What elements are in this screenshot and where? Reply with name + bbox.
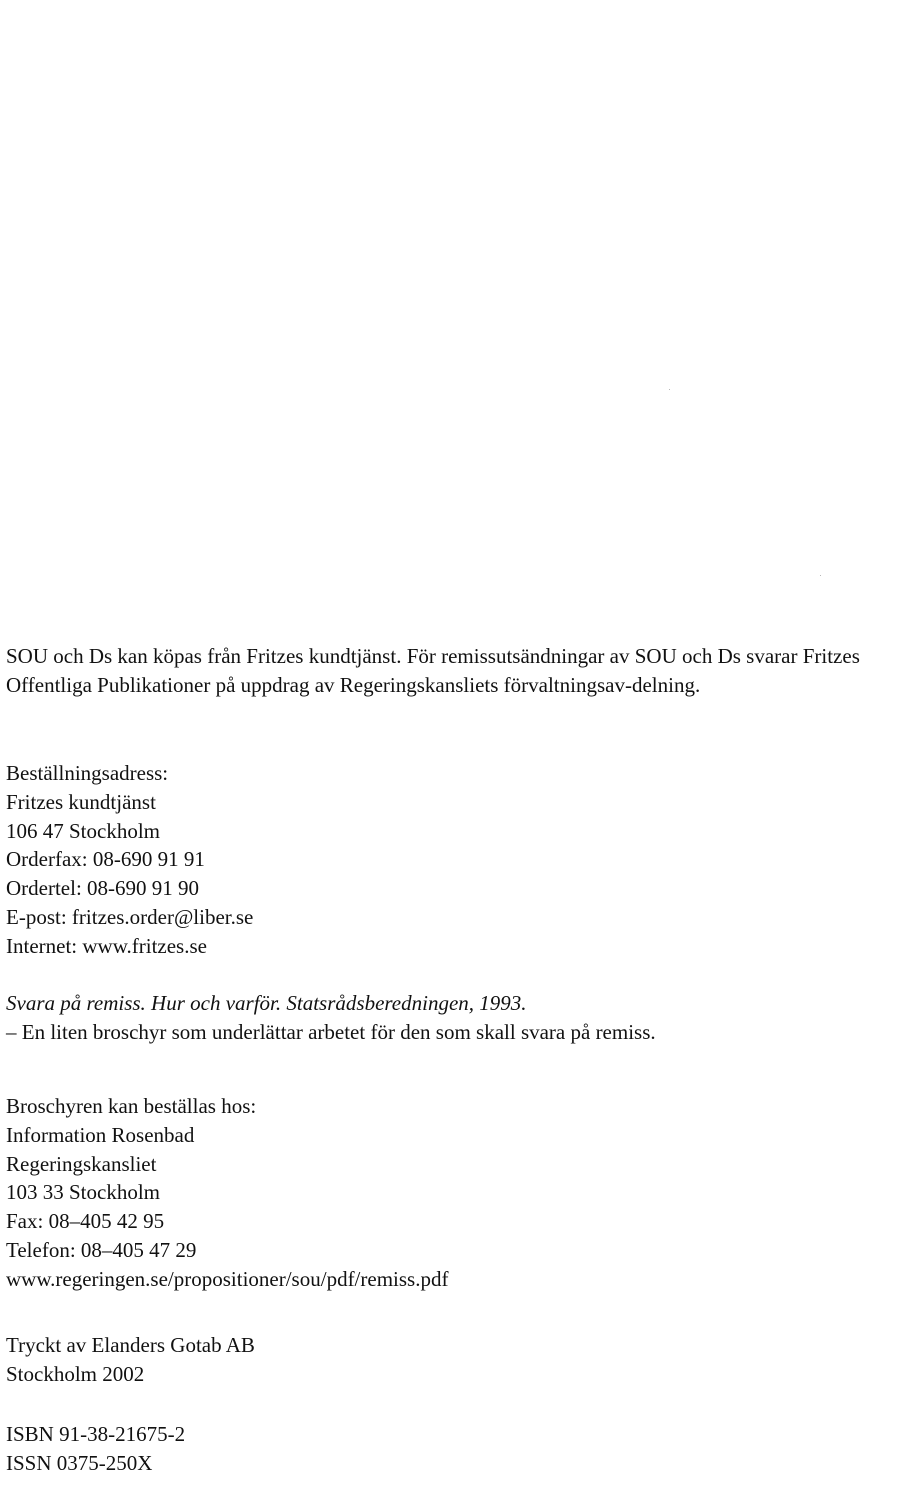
order-postal-address: 106 47 Stockholm [6, 818, 161, 843]
contact-phone: Telefon: 08–405 47 29 [6, 1237, 197, 1262]
printer-block [6, 1331, 906, 1389]
order-company: Fritzes kundtjänst [6, 789, 156, 814]
intro-paragraph [6, 642, 906, 700]
order-phone: Ordertel: 08-690 91 90 [6, 876, 200, 901]
scan-speck [669, 389, 670, 390]
identifiers-block [6, 1420, 906, 1478]
contact-url: www.regeringen.se/propositioner/sou/pdf/remiss.pdf [6, 1266, 449, 1291]
pamphlet-description: – En liten broschyr som underlättar arbetet för den som skall svara på remiss. [6, 1019, 656, 1044]
pamphlet-block [6, 989, 906, 1047]
contact-fax: Fax: 08–405 42 95 [6, 1209, 165, 1234]
print-place-year: Stockholm 2002 [6, 1361, 145, 1386]
contact-organisation: Information Rosenbad [6, 1122, 195, 1147]
pamphlet-order-block [6, 1092, 906, 1294]
scan-speck [820, 575, 821, 576]
order-fax: Orderfax: 08-690 91 91 [6, 847, 205, 872]
isbn: ISBN 91-38-21675-2 [6, 1422, 186, 1446]
issn: ISSN 0375-250X [6, 1450, 153, 1475]
order-address-heading: Beställningsadress: [6, 761, 169, 785]
order-website: Internet: www.fritzes.se [6, 933, 207, 958]
pamphlet-title: Svara på remiss. Hur och varför. Statsrådsberedningen, 1993. [6, 991, 527, 1015]
printer-name: Tryckt av Elanders Gotab AB [6, 1333, 255, 1357]
contact-department: Regeringskansliet [6, 1151, 157, 1176]
contact-postal-address: 103 33 Stockholm [6, 1180, 161, 1205]
pamphlet-order-heading: Broschyren kan beställas hos: [6, 1094, 257, 1118]
order-address-block [6, 759, 906, 961]
intro-text: SOU och Ds kan köpas från Fritzes kundtjänst. För remissutsändningar av SOU och Ds svarar Fritzes Offentliga Publikationer på uppdrag av Regeringskansliets förvaltningsav-delning. [6, 644, 860, 697]
order-email: E-post: fritzes.order@liber.se [6, 904, 254, 929]
